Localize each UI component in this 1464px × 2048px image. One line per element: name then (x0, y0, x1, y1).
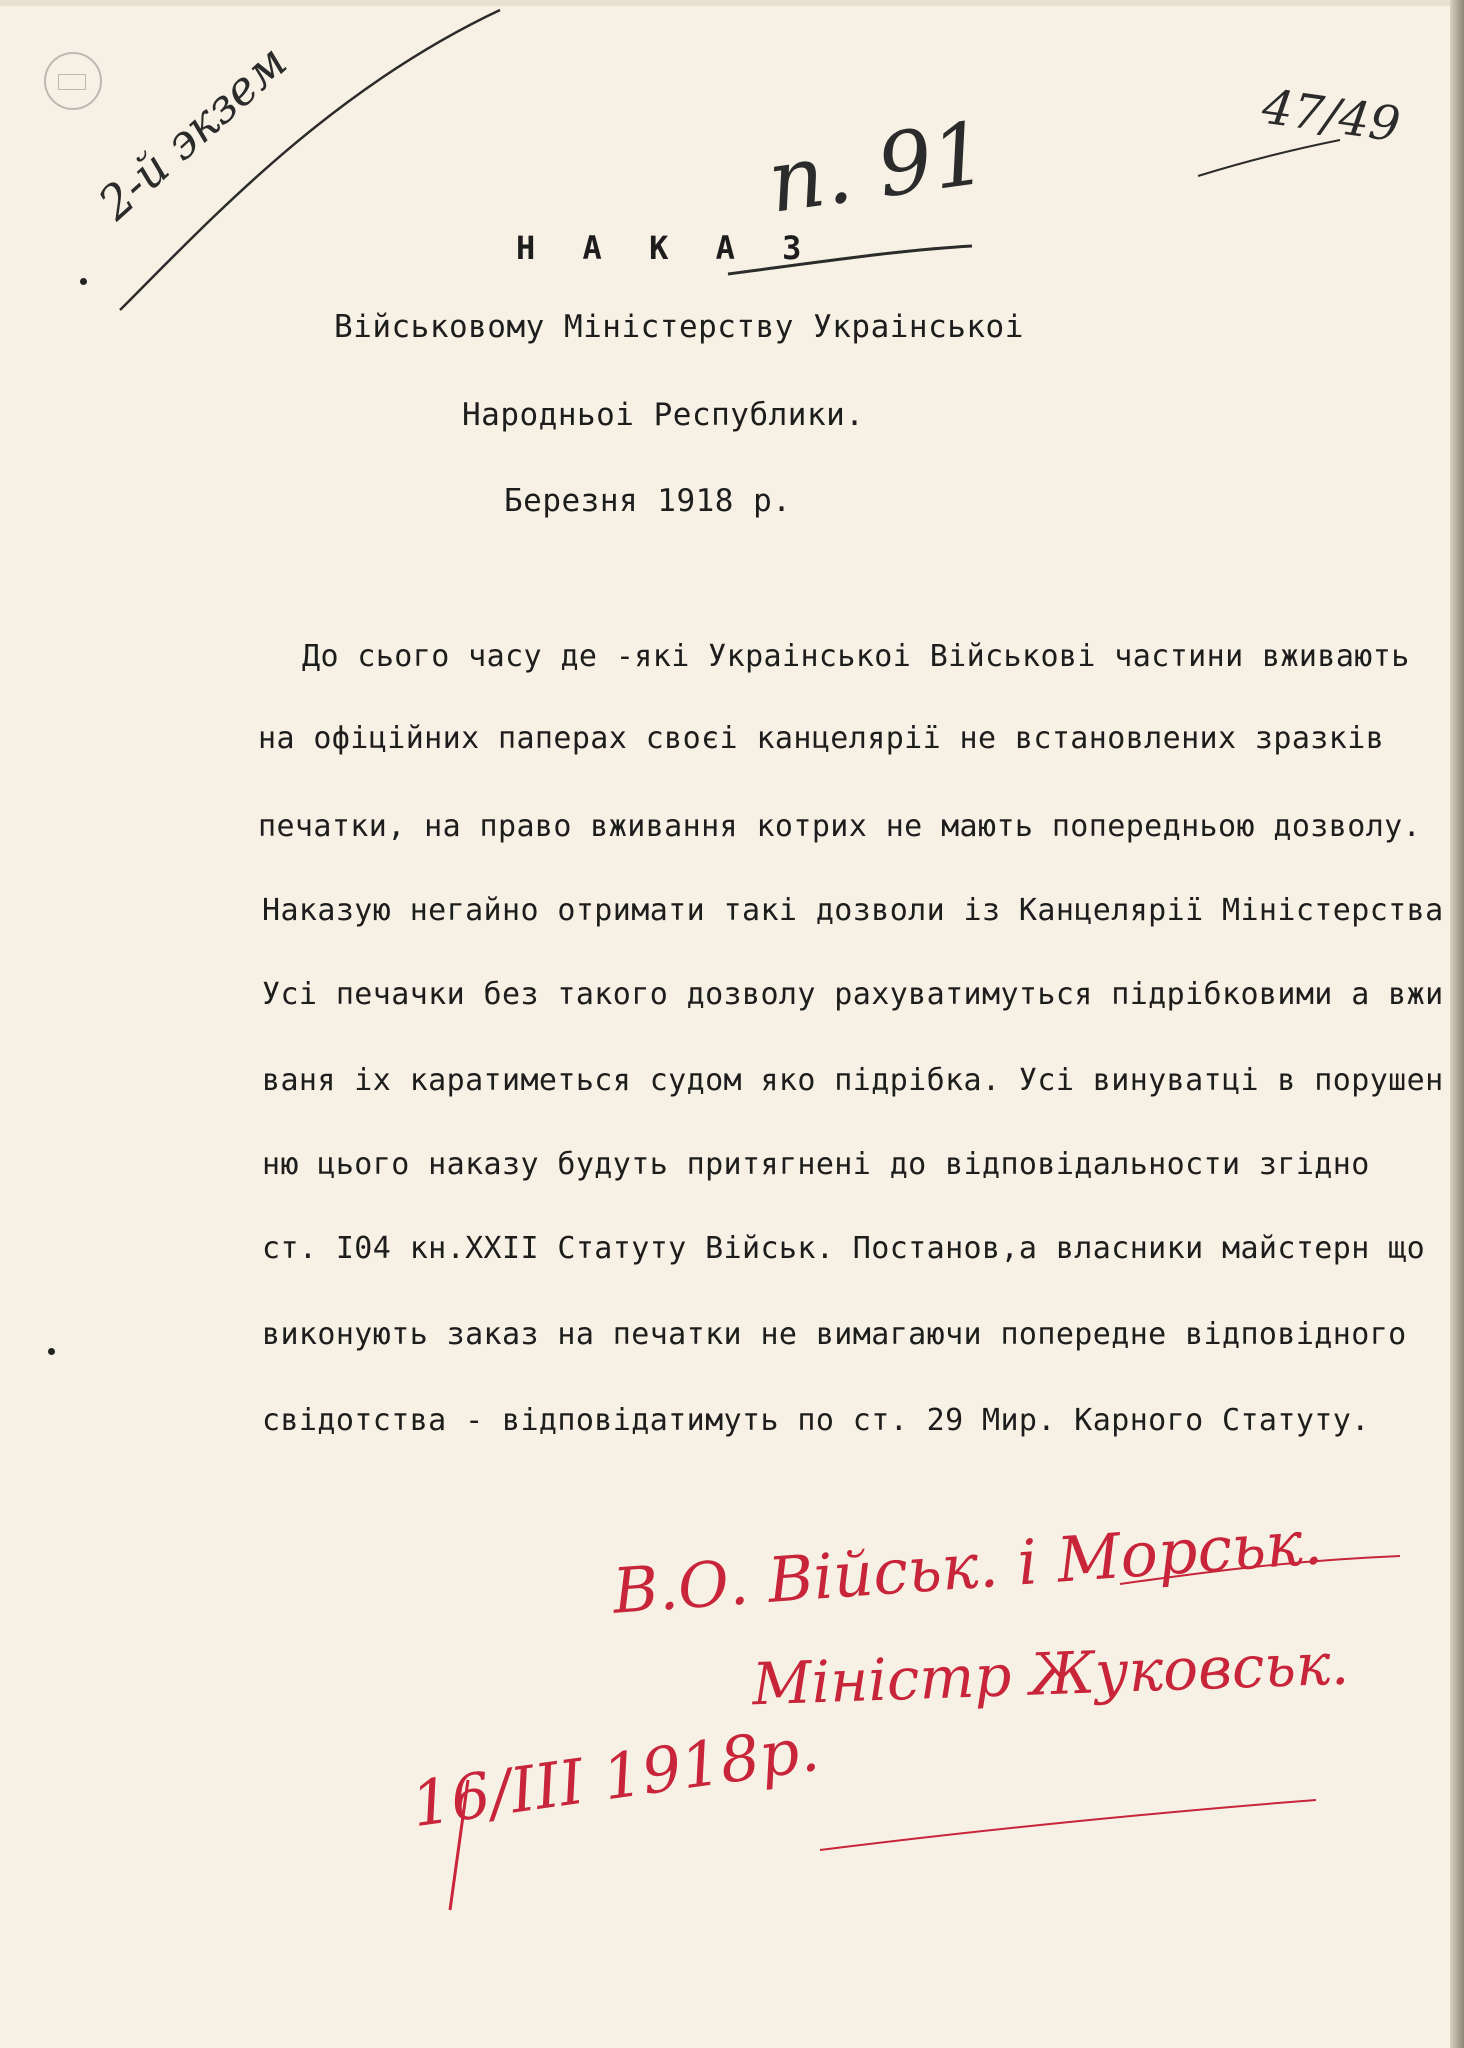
body-line: виконують заказ на печатки не вимагаючи попередне відповідного (262, 1317, 1407, 1352)
order-number-handwriting: п. 91 (762, 103, 994, 233)
heading-line-2: Народньоі Республики. (462, 397, 865, 433)
body-line: ню цього наказу будуть притягнені до відповідальности згідно (262, 1147, 1370, 1182)
body-line: Усі печачки без такого дозволу рахуватимуться підрібковими а вжи (262, 977, 1444, 1012)
body-line: на офіційних паперах своєі канцелярії не встановлених зразків (258, 721, 1385, 756)
signed-date-handwriting: 16/III 1918р. (406, 1711, 824, 1842)
copy-mark-handwriting: 2-й экзем (88, 34, 298, 231)
date-line: Березня 1918 р. (504, 483, 792, 519)
signature-name-handwriting: Міністр Жуковськ. (750, 1629, 1351, 1719)
page-top-edge (0, 0, 1464, 6)
archive-stamp-inner (58, 74, 86, 90)
body-line: До сього часу де -які Украінськоі Військові частини вживають (302, 639, 1410, 674)
heading-line-1: Військовому Міністерству Украінськоі (334, 309, 1024, 345)
body-line: свідотства - відповідатимуть по ст. 29 Мир. Карного Статуту. (262, 1403, 1370, 1438)
page-right-edge (1450, 0, 1464, 2048)
signature-title-handwriting: В.О. Військ. і Морськ. (610, 1505, 1325, 1628)
document-title: Н А К А З (516, 229, 816, 267)
body-line: ваня іх каратиметься судом яко підрібка. Усі винуватці в порушен (262, 1063, 1444, 1098)
body-line: Наказую негайно отримати такі дозволи із Канцелярії Міністерства (262, 893, 1444, 928)
margin-dot (80, 278, 87, 285)
sheet-number-handwriting: 47/49 (1258, 78, 1404, 154)
body-line: ст. I04 кн.XXII Статуту Військ. Постанов,а власники майстерн що (262, 1231, 1426, 1266)
body-line: печатки, на право вживання котрих не мають попередньою дозволу. (258, 809, 1422, 844)
margin-dot (48, 1348, 55, 1355)
